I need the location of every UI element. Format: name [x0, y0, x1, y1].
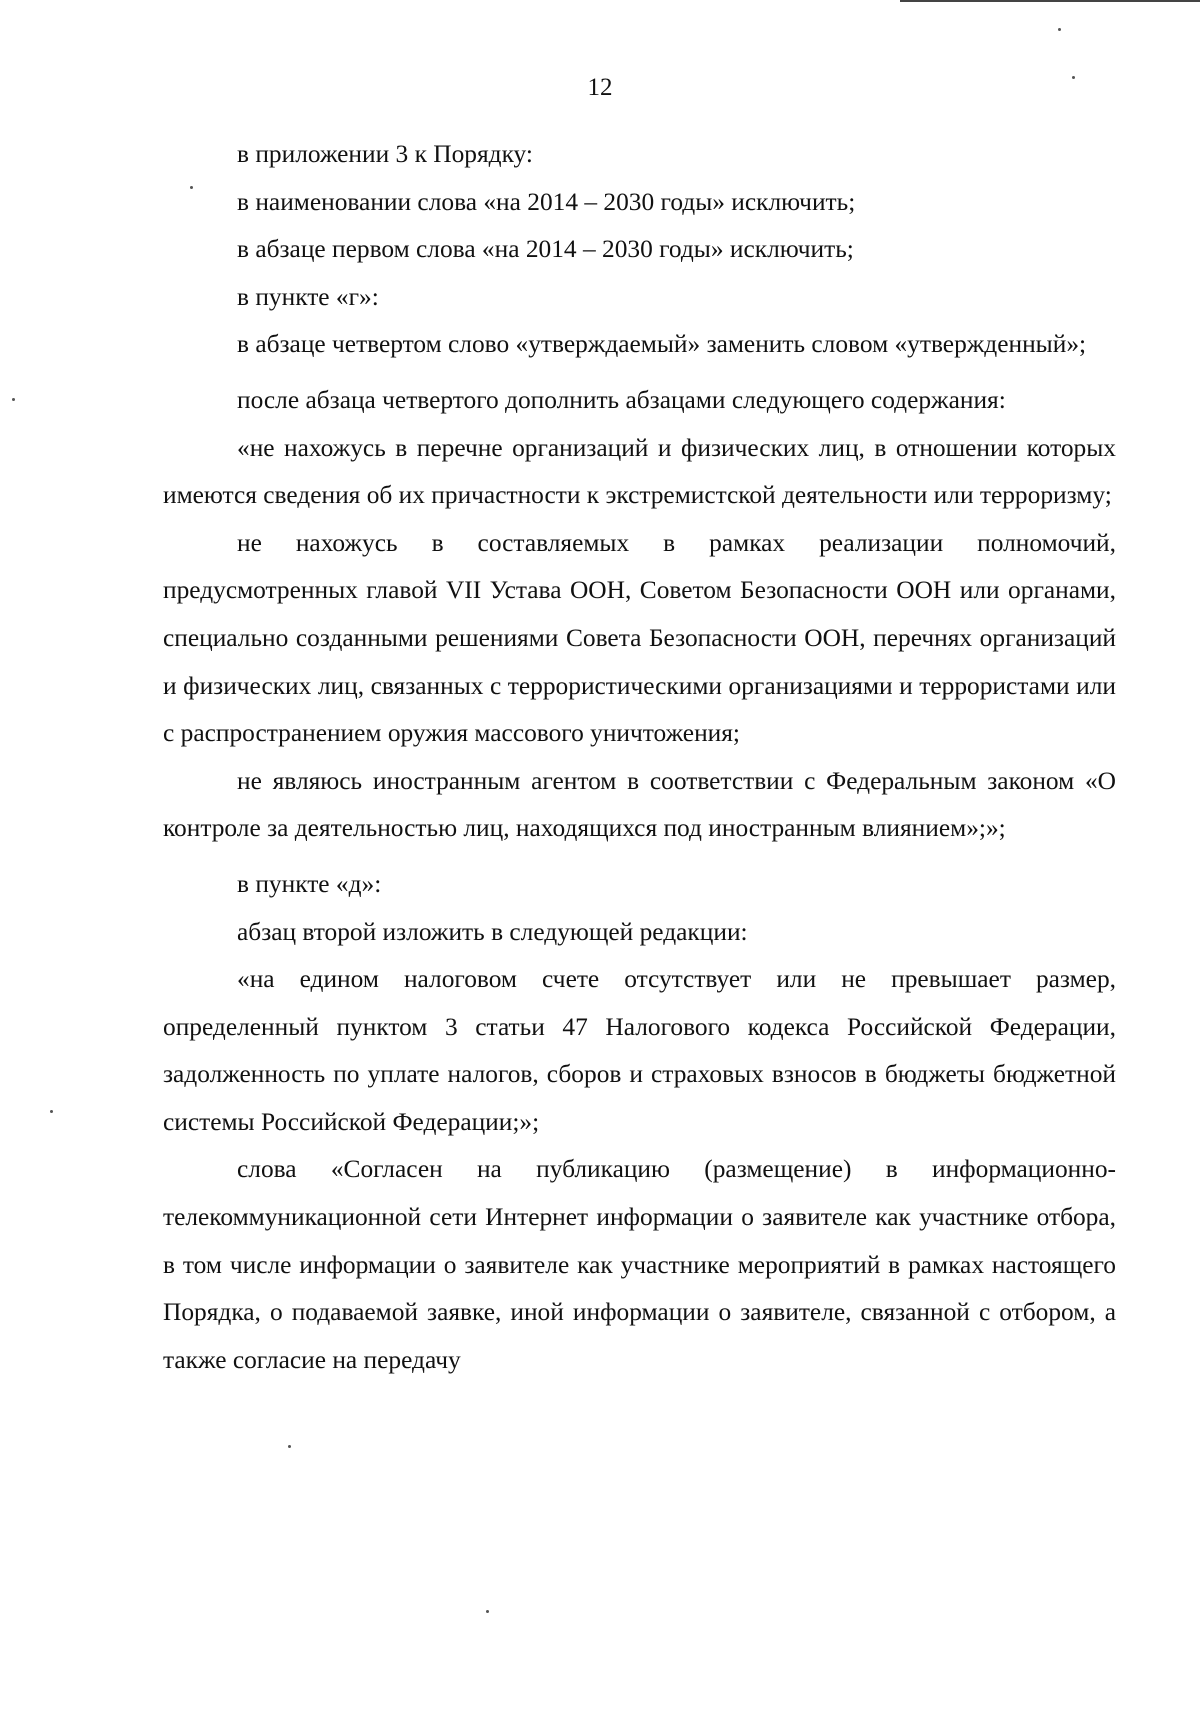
paragraph: не нахожусь в составляемых в рамках реализации полномочий, предусмотренных главой VII Устава ООН, Советом Безопасности ООН или органами, специально созданными решениями Совета Безопасности ООН, перечнях организаций и физических лиц, связанных с террористическими организациями и террористами или с распространением оружия массового уничтожения;: [163, 528, 1116, 748]
paragraph: после абзаца четвертого дополнить абзацами следующего содержания:: [237, 385, 1006, 414]
paragraph: в пункте «д»:: [237, 869, 382, 898]
scan-speck: [1058, 28, 1061, 31]
paragraph: в абзаце четвертом слово «утверждаемый» заменить словом «утвержденный»;: [237, 330, 1087, 359]
paragraph: не являюсь иностранным агентом в соответствии с Федеральным законом «О контроле за деятельностью лиц, находящихся под иностранным влиянием»;»;: [163, 766, 1116, 843]
paragraph: в пункте «г»:: [237, 282, 379, 311]
page-number: 12: [587, 74, 613, 101]
document-body: [163, 131, 1116, 1384]
scan-speck: [50, 1110, 53, 1113]
scan-speck: [288, 1445, 291, 1448]
paragraph: в приложении 3 к Порядку:: [237, 140, 533, 168]
paragraph: «на едином налоговом счете отсутствует или не превышает размер, определенный пунктом 3 статьи 47 Налогового кодекса Российской Федерации, задолженность по уплате налогов, сборов и страховых взносов в бюджеты бюджетной системы Российской Федерации;»;: [163, 965, 1116, 1136]
paragraph: слова «Согласен на публикацию (размещение) в информационно-телекоммуникационной сети Интернет информации о заявителе как участнике отбора, в том числе информации о заявителе как участнике мероприятий в рамках настоящего Порядка, о подаваемой заявке, иной информации о заявителе, связанной с отбором, а также согласие на передачу: [163, 1155, 1116, 1374]
scan-speck: [12, 398, 15, 401]
scan-top-edge: [900, 0, 1200, 2]
paragraph: «не нахожусь в перечне организаций и физических лиц, в отношении которых имеются сведения об их причастности к экстремистской деятельности или терроризму;: [163, 433, 1116, 510]
paragraph: абзац второй изложить в следующей редакции:: [237, 917, 748, 946]
scan-speck: [486, 1610, 489, 1613]
paragraph: в абзаце первом слова «на 2014 – 2030 годы» исключить;: [237, 235, 854, 264]
paragraph: в наименовании слова «на 2014 – 2030 годы» исключить;: [237, 187, 856, 216]
